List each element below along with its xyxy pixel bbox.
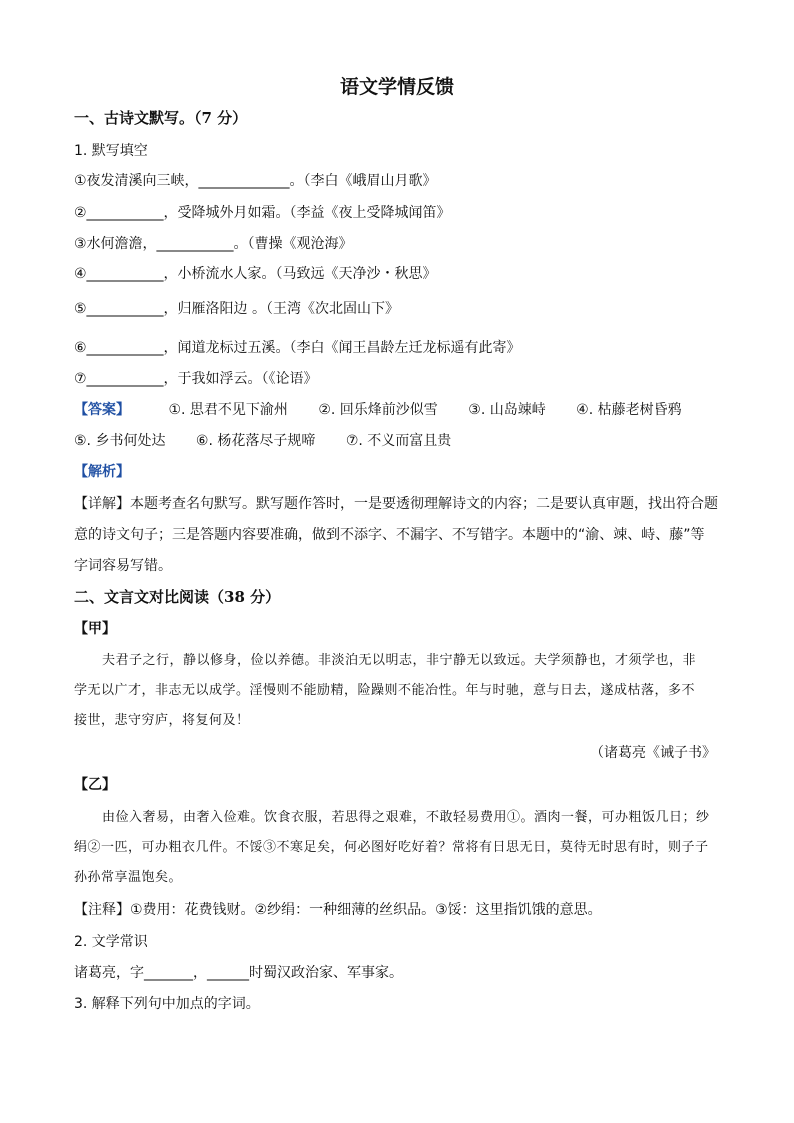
fill-line-2: ②___________，受降城外月如霜。（李益《夜上受降城闻笛》 — [74, 205, 451, 221]
fill-line-7: ⑦___________，于我如浮云。（《论语》 — [74, 371, 318, 387]
detail-line-1: 【详解】本题考查名句默写。默写题作答时，一是要透彻理解诗文的内容；二是要认真审题，找出符合题 — [74, 496, 718, 512]
answer-row-2 — [74, 431, 477, 451]
note-line: 【注释】①费用：花费钱财。②纱绢：一种细薄的丝织品。③馁：这里指饥饿的意思。 — [74, 902, 602, 918]
fill-line-4: ④___________，小桥流水人家。（马致远《天净沙・秋思》 — [74, 266, 437, 282]
fill-line-5: ⑤___________，归雁洛阳边 。（王湾《次北固山下》 — [74, 301, 399, 317]
fill-line-1: ①夜发清溪向三峡，_____________。（李白《峨眉山月歌》 — [74, 173, 437, 189]
answer-item: ⑦. 不义而富且贵 — [345, 433, 452, 449]
jia-line-1: 夫君子之行，静以修身，俭以养德。非淡泊无以明志，非宁静无以致远。夫学须静也，才须学也，非 — [102, 653, 697, 668]
answer-item: ③. 山岛竦峙 — [468, 402, 546, 418]
answer-item: ①. 思君不见下渝州 — [168, 402, 288, 418]
question1-label: 1. 默写填空 — [74, 143, 148, 159]
answer-item: ④. 枯藤老树昏鸦 — [576, 402, 682, 418]
jia-label: 【甲】 — [74, 621, 116, 637]
jia-line-3: 接世，悲守穷庐，将复何及！ — [74, 713, 250, 728]
yi-line-2: 绢②一匹，可办粗衣几件。不馁③不寒足矣，何必图好吃好着？常将有日思无日，莫待无时思有时，则子子 — [74, 840, 709, 855]
detail-line-2: 意的诗文句子；三是答题内容要准确，做到不添字、不漏字、不写错字。本题中的“渝、竦、峙、藤”等 — [74, 527, 705, 543]
answer-item: ⑥. 杨花落尽子规啼 — [195, 433, 316, 449]
section2-heading: 二、文言文对比阅读（38 分） — [74, 588, 281, 606]
yi-line-3: 孙孙常享温饱矣。 — [74, 870, 183, 885]
yi-label: 【乙】 — [74, 777, 116, 793]
question2-line: 诸葛亮，字_______，______时蜀汉政治家、军事家。 — [74, 965, 403, 981]
fill-line-6: ⑥___________，闻道龙标过五溪。（李白《闻王昌龄左迁龙标遥有此寄》 — [74, 340, 521, 356]
fill-line-3: ③水何澹澹，___________。（曹操《观沧海》 — [74, 236, 353, 252]
answer-item: ⑤. 乡书何处达 — [74, 433, 166, 449]
detail-line-3: 字词容易写错。 — [74, 558, 172, 574]
question3-label: 3. 解释下列句中加点的字词。 — [74, 996, 260, 1012]
question2-label: 2. 文学常识 — [74, 934, 148, 950]
jia-source: （诸葛亮《诫子书》 — [590, 745, 716, 761]
yi-line-1: 由俭入奢易，由奢入俭难。饮食衣服，若思得之艰难，不敢轻易费用①。酒肉一餐，可办粗饭几日；纱 — [102, 810, 710, 825]
answer-item: ②. 回乐烽前沙似雪 — [318, 402, 438, 418]
answer-row-1 — [74, 400, 708, 420]
analysis-tag: 【解析】 — [74, 464, 130, 480]
section1-heading: 一、古诗文默写。（7 分） — [74, 109, 248, 127]
answer-tag: 【答案】 — [74, 402, 130, 418]
page-title: 语文学情反馈 — [339, 76, 454, 98]
jia-line-2: 学无以广才，非志无以成学。淫慢则不能励精，险躁则不能冶性。年与时驰，意与日去，遂成枯落，多不 — [74, 683, 696, 698]
